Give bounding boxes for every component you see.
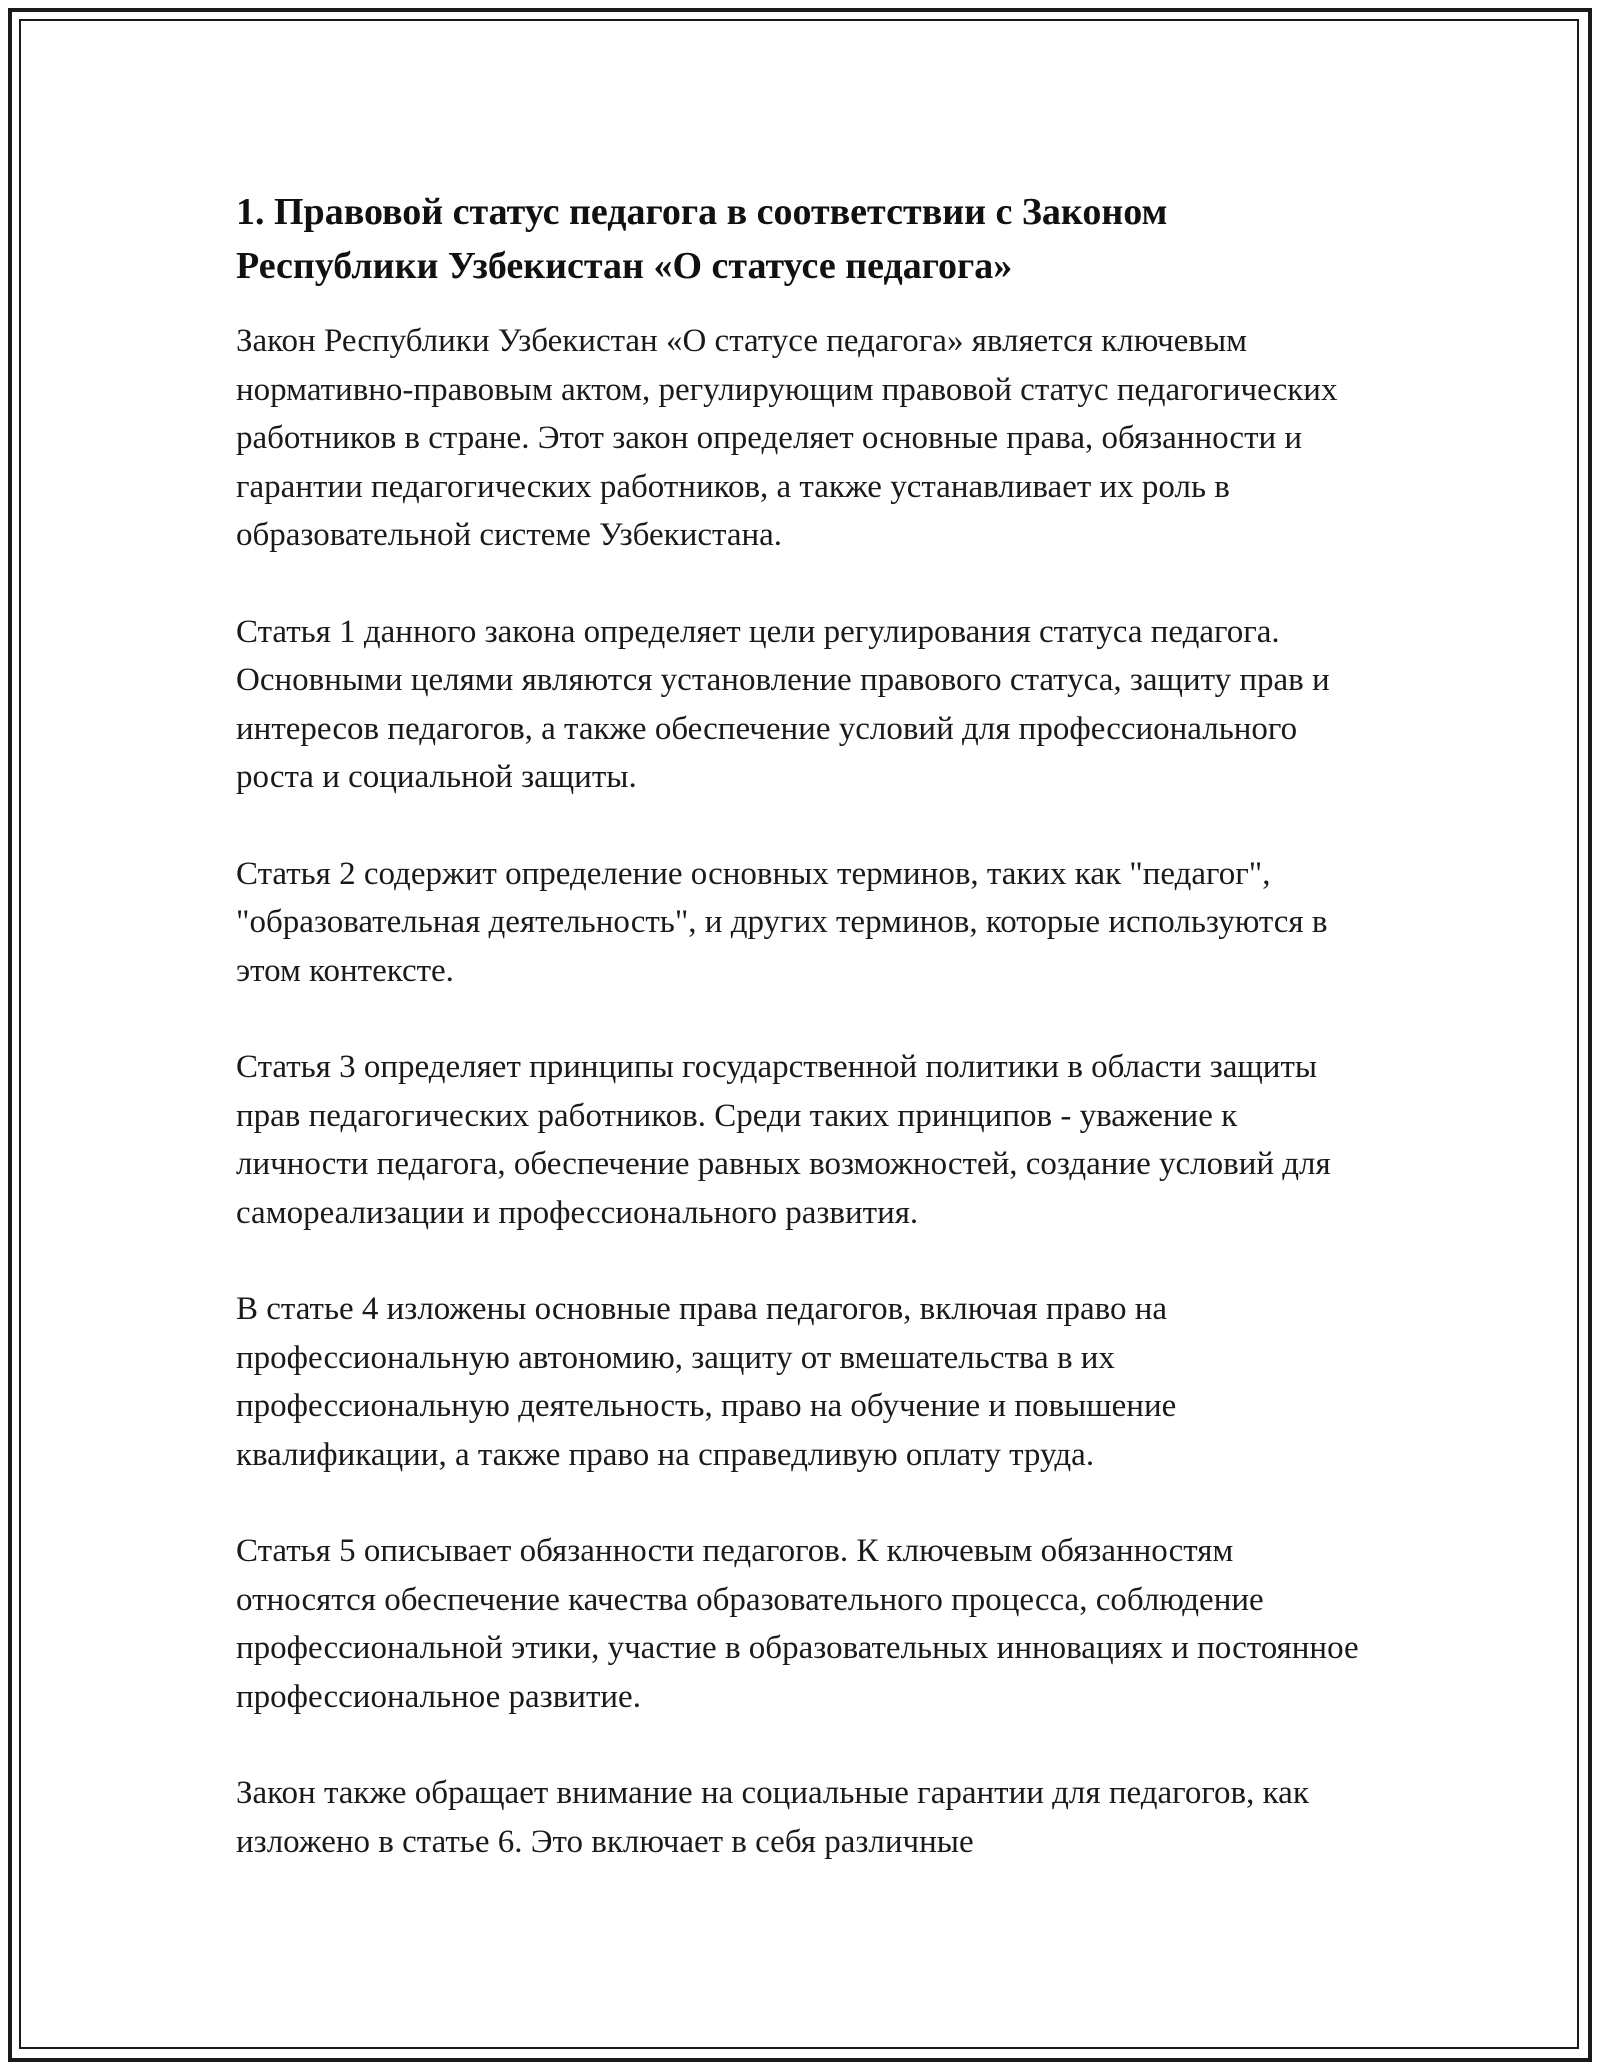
paragraph-article-3: Статья 3 определяет принципы государственной политики в области защиты прав педагогических работников. Среди таких принципов - уважение к личности педагога, обеспечение равных возможностей, создание условий для самореализации и профессионального развития. <box>236 1049 1331 1231</box>
paragraph-article-6: Закон также обращает внимание на социальные гарантии для педагогов, как изложено в статье 6. Это включает в себя различные <box>236 1775 1309 1860</box>
paragraph-article-1: Статья 1 данного закона определяет цели регулирования статуса педагога. Основными целями являются установление правового статуса, защиту прав и интересов педагогов, а также обеспечение условий для профессионального роста и социальной защиты. <box>236 613 1330 795</box>
section-heading: 1. Правовой статус педагога в соответствии с Законом Республики Узбекистан «О статусе педагога» <box>236 191 1168 287</box>
paragraph-article-2: Статья 2 содержит определение основных терминов, таких как "педагог", "образовательная деятельность", и других терминов, которые используются в этом контексте. <box>236 855 1328 989</box>
paragraph-article-5: Статья 5 описывает обязанности педагогов. К ключевым обязанностям относятся обеспечение качества образовательного процесса, соблюдение профессиональной этики, участие в образовательных инновациях и постоянное профессиональное развитие. <box>236 1533 1359 1715</box>
document-body <box>236 185 1376 1866</box>
paragraph-article-4: В статье 4 изложены основные права педагогов, включая право на профессиональную автономию, защиту от вмешательства в их профессиональную деятельность, право на обучение и повышение квалификации, а также право на справедливую оплату труда. <box>236 1291 1177 1473</box>
paragraph-intro: Закон Республики Узбекистан «О статусе педагога» является ключевым нормативно-правовым актом, регулирующим правовой статус педагогических работников в стране. Этот закон определяет основные права, обязанности и гарантии педагогических работников, а также устанавливает их роль в образовательной системе Узбекистана. <box>236 323 1338 553</box>
